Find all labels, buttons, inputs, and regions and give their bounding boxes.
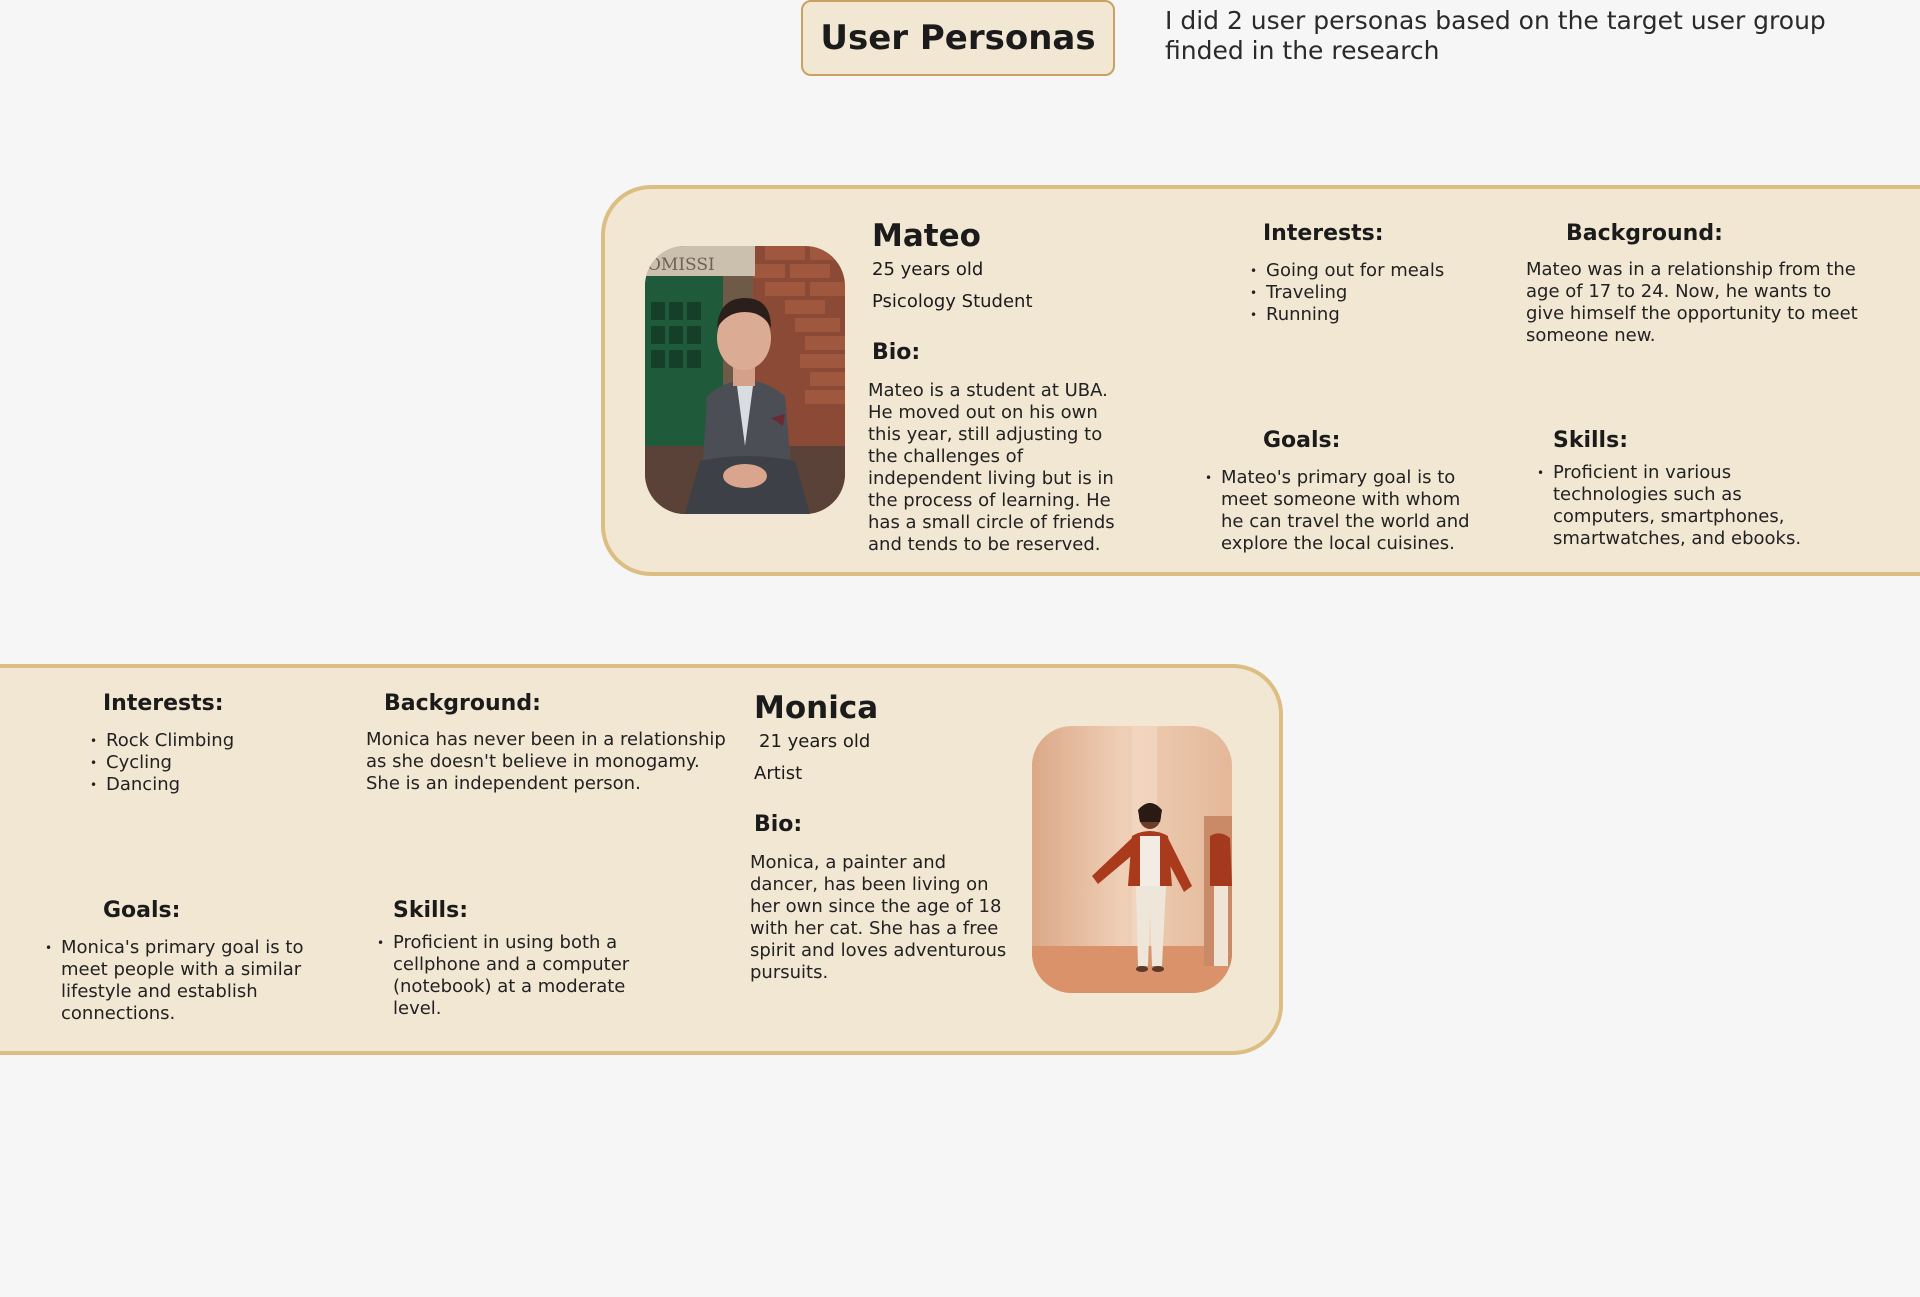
monica-goals-heading: Goals:: [103, 898, 181, 923]
mateo-skills-list: [1537, 462, 1812, 550]
mateo-background: Mateo was in a relationship from the age of 17 to 24. Now, he wants to give himself the opportunity to meet someone new.: [1526, 259, 1858, 346]
mateo-occupation: Psicology Student: [872, 291, 1033, 312]
monica-skills-list: [377, 932, 642, 1020]
list-item: • Cycling: [90, 752, 310, 774]
monica-background-heading: Background:: [384, 691, 541, 716]
mateo-bio: Mateo is a student at UBA. He moved out on his own this year, still adjusting to the challenges of independent living but is in the process of learning. He has a small circle of friends and tends to be reserved.: [868, 380, 1115, 555]
list-item: • Proficient in various technologies such as computers, smartphones, smartwatches, and ebooks.: [1537, 462, 1812, 550]
monica-background: Monica has never been in a relationship as she doesn't believe in monogamy. She is an independent person.: [366, 729, 726, 794]
monica-photo: [1032, 726, 1232, 993]
mateo-name: Mateo: [872, 218, 981, 254]
list-item: • Traveling: [1250, 282, 1480, 304]
list-item: • Going out for meals: [1250, 260, 1480, 282]
mateo-interests-heading: Interests:: [1263, 221, 1384, 246]
monica-interests-heading: Interests:: [103, 691, 224, 716]
monica-bio-heading: Bio:: [754, 812, 803, 837]
monica-skills-heading: Skills:: [393, 898, 468, 923]
monica-interests-list: [90, 730, 310, 796]
list-item: • Dancing: [90, 774, 310, 796]
mateo-photo: [645, 246, 845, 514]
mateo-photo-sign: OMISSI: [647, 255, 715, 275]
list-item: • Proficient in using both a cellphone and a computer (notebook) at a moderate level.: [377, 932, 642, 1020]
mateo-background-heading: Background:: [1566, 221, 1723, 246]
mateo-bio-heading: Bio:: [872, 340, 921, 365]
mateo-goals-list: [1205, 467, 1477, 555]
mateo-age: 25 years old: [872, 259, 984, 280]
mateo-interests-list: [1250, 260, 1480, 326]
list-item: • Rock Climbing: [90, 730, 310, 752]
list-item: • Monica's primary goal is to meet people with a similar lifestyle and establish connections.: [45, 937, 315, 1025]
page-title: User Personas: [801, 0, 1115, 76]
list-item: • Mateo's primary goal is to meet someone with whom he can travel the world and explore the local cuisines.: [1205, 467, 1477, 555]
monica-goals-list: [45, 937, 315, 1025]
monica-occupation: Artist: [754, 763, 803, 784]
mateo-goals-heading: Goals:: [1263, 428, 1341, 453]
list-item: • Running: [1250, 304, 1480, 326]
intro-text: I did 2 user personas based on the target user group finded in the research: [1165, 6, 1826, 65]
monica-age: 21 years old: [759, 731, 871, 752]
mateo-skills-heading: Skills:: [1553, 428, 1628, 453]
monica-bio: Monica, a painter and dancer, has been living on her own since the age of 18 with her cat. She has a free spirit and loves adventurous pursuits.: [750, 852, 1007, 983]
monica-name: Monica: [754, 690, 879, 726]
